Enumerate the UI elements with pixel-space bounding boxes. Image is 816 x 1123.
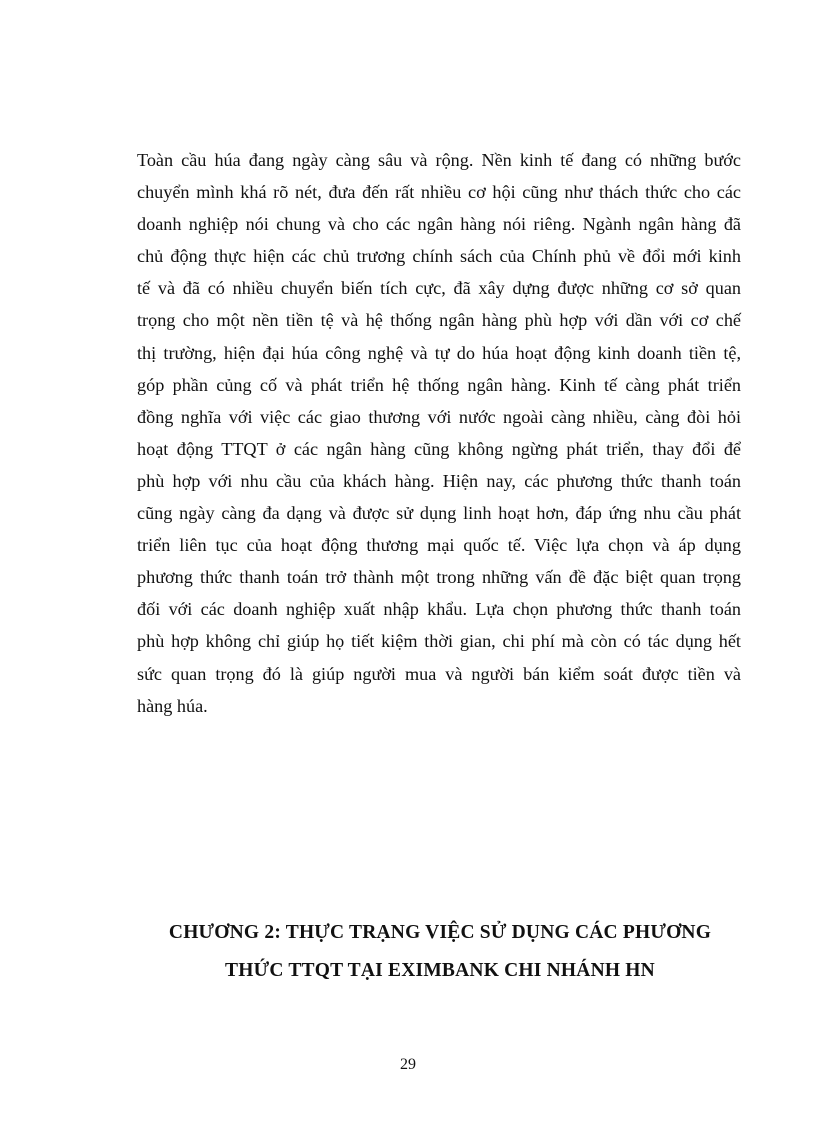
body-paragraph: [137, 144, 741, 722]
paragraph-line: chuyển mình khá rõ nét, đưa đến rất nhiều cơ hội cũng như thách thức cho các: [137, 182, 741, 203]
paragraph-line: tế và đã có nhiều chuyển biến tích cực, đã xây dựng được những cơ sở quan: [137, 278, 741, 299]
page-number: 29: [400, 1056, 416, 1073]
paragraph-line: Toàn cầu húa đang ngày càng sâu và rộng. Nền kinh tế đang có những bước: [137, 150, 741, 170]
paragraph-line: đối với các doanh nghiệp xuất nhập khẩu. Lựa chọn phương thức thanh toán: [137, 599, 741, 620]
chapter-heading-line-1: CHƯƠNG 2: THỰC TRẠNG VIỆC SỬ DỤNG CÁC PHƯƠNG: [168, 922, 712, 943]
paragraph-line: sức quan trọng đó là giúp người mua và người bán kiểm soát được tiền và: [137, 663, 741, 684]
paragraph-line: chủ động thực hiện các chủ trương chính sách của Chính phủ về đổi mới kinh: [137, 246, 741, 267]
paragraph-line: đồng nghĩa với việc các giao thương với nước ngoài càng nhiều, càng đòi hỏi: [137, 406, 741, 427]
paragraph-line: hàng húa.: [137, 695, 208, 716]
paragraph-line: doanh nghiệp nói chung và cho các ngân hàng nói riêng. Ngành ngân hàng đã: [137, 214, 741, 235]
chapter-heading-line-2: THỨC TTQT TẠI EXIMBANK CHI NHÁNH HN: [225, 960, 655, 981]
paragraph-line: triển liên tục của hoạt động thương mại quốc tế. Việc lựa chọn và áp dụng: [137, 535, 741, 556]
paragraph-line: phù hợp không chỉ giúp họ tiết kiệm thời gian, chi phí mà còn có tác dụng hết: [137, 631, 741, 652]
paragraph-line: góp phần củng cố và phát triển hệ thống ngân hàng. Kinh tế càng phát triển: [137, 374, 741, 395]
paragraph-line: hoạt động TTQT ở các ngân hàng cũng không ngừng phát triển, thay đổi để: [137, 438, 741, 459]
paragraph-line: thị trường, hiện đại húa công nghệ và tự do húa hoạt động kinh doanh tiền tệ,: [137, 342, 741, 363]
paragraph-line: cũng ngày càng đa dạng và được sử dụng linh hoạt hơn, đáp ứng nhu cầu phát: [137, 503, 741, 524]
paragraph-line: trọng cho một nền tiền tệ và hệ thống ngân hàng phù hợp với dần với cơ chế: [137, 310, 741, 331]
paragraph-line: phù hợp với nhu cầu của khách hàng. Hiện nay, các phương thức thanh toán: [137, 470, 741, 491]
chapter-heading: [120, 914, 760, 990]
paragraph-line: phương thức thanh toán trở thành một trong những vấn đề đặc biệt quan trọng: [137, 567, 741, 588]
